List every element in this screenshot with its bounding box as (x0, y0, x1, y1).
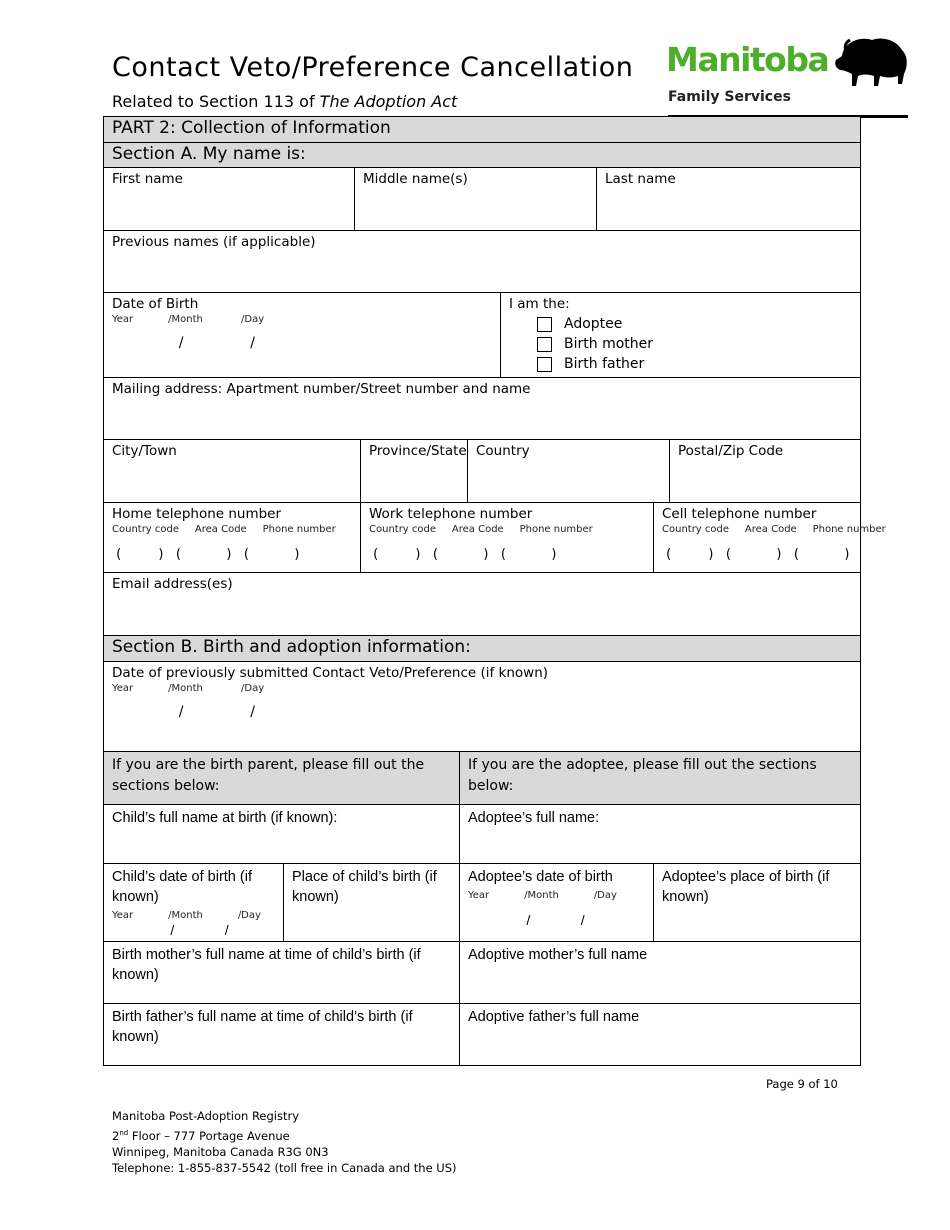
child-place-field[interactable] (284, 864, 460, 942)
checkbox-icon[interactable] (537, 357, 552, 372)
work-phone-hint: Country code Area Code Phone number (369, 524, 593, 535)
postal-code-field[interactable] (670, 440, 861, 503)
previous-veto-date-field[interactable] (104, 662, 861, 752)
logo-wordmark: Manitoba (666, 40, 829, 79)
birth-mother-name-field[interactable] (104, 942, 460, 1004)
child-dob-slashes: / / (112, 922, 229, 938)
adoptive-mother-name-field[interactable] (460, 942, 861, 1004)
dob-label: Date of Birth (112, 296, 199, 312)
adoptee-dob-label: Adoptee’s date of birth (468, 869, 613, 885)
child-dob-field[interactable] (104, 864, 284, 942)
adoptive-father-name-label: Adoptive father’s full name (468, 1009, 640, 1025)
cell-phone-parens: ( ) ( ) ( ) (662, 547, 850, 562)
cell-phone-label: Cell telephone number (662, 506, 817, 522)
mailing-address-field[interactable] (104, 378, 861, 440)
adoptive-father-name-field[interactable] (460, 1004, 861, 1066)
last-name-label: Last name (605, 171, 676, 187)
birth-father-checkbox[interactable] (537, 354, 852, 374)
city-label: City/Town (112, 443, 177, 459)
footer-line-2 (112, 1125, 457, 1144)
street-address: Floor – 777 Portage Avenue (128, 1128, 290, 1143)
birth-parent-header: If you are the birth parent, please fill out the sections below: (104, 752, 460, 805)
floor-number: 2 (112, 1128, 120, 1143)
role-field (501, 293, 861, 378)
floor-suffix: nd (119, 1128, 129, 1137)
home-phone-hint: Country code Area Code Phone number (112, 524, 336, 535)
dob-hint: Year /Month /Day (112, 314, 265, 325)
form-subtitle (112, 92, 457, 111)
adoptee-name-label: Adoptee’s full name: (468, 810, 600, 826)
province-field[interactable] (361, 440, 468, 503)
section-b-heading: Section B. Birth and adoption information: (104, 636, 861, 662)
city-field[interactable] (104, 440, 361, 503)
birth-mother-name-label: Birth mother’s full name at time of child’s birth (if known) (112, 947, 421, 983)
postal-code-label: Postal/Zip Code (678, 443, 784, 459)
email-field[interactable] (104, 573, 861, 636)
country-field[interactable] (468, 440, 670, 503)
subtitle-act: The Adoption Act (319, 92, 458, 111)
footer-line-3: Winnipeg, Manitoba Canada R3G 0N3 (112, 1144, 329, 1159)
page-number: Page 9 of 10 (766, 1077, 838, 1091)
adoptee-name-field[interactable] (460, 805, 861, 864)
role-label: I am the: (509, 296, 570, 312)
logo-subtitle: Family Services (668, 89, 791, 105)
work-phone-field[interactable] (361, 503, 654, 573)
birth-father-name-label: Birth father’s full name at time of child’s birth (if known) (112, 1009, 413, 1045)
adoptee-checkbox[interactable] (537, 314, 852, 334)
email-label: Email address(es) (112, 576, 233, 592)
birth-mother-checkbox[interactable] (537, 334, 852, 354)
birth-father-name-field[interactable] (104, 1004, 460, 1066)
collection-form (103, 116, 886, 1066)
adoptee-dob-field[interactable] (460, 864, 654, 942)
previous-names-label: Previous names (if applicable) (112, 234, 316, 250)
form-title: Contact Veto/Preference Cancellation (112, 52, 634, 83)
middle-name-field[interactable] (355, 168, 597, 231)
footer-line-1: Manitoba Post-Adoption Registry (112, 1109, 300, 1123)
adoptee-dob-slashes: / / (468, 912, 585, 928)
manitoba-logo (666, 34, 911, 114)
checkbox-icon[interactable] (537, 317, 552, 332)
first-name-label: First name (112, 171, 183, 187)
birth-father-label: Birth father (564, 356, 645, 372)
work-phone-parens: ( ) ( ) ( ) (369, 547, 557, 562)
middle-name-label: Middle name(s) (363, 171, 468, 187)
dob-slashes: / / (112, 335, 255, 351)
child-name-field[interactable] (104, 805, 460, 864)
last-name-field[interactable] (597, 168, 861, 231)
adoptee-place-field[interactable] (654, 864, 861, 942)
home-phone-parens: ( ) ( ) ( ) (112, 547, 300, 562)
work-phone-label: Work telephone number (369, 506, 533, 522)
previous-veto-label: Date of previously submitted Contact Veto/Preference (if known) (112, 665, 549, 681)
adoptive-mother-name-label: Adoptive mother’s full name (468, 947, 648, 963)
previous-names-field[interactable] (104, 231, 861, 293)
checkbox-icon[interactable] (537, 337, 552, 352)
previous-veto-hint: Year /Month /Day (112, 683, 265, 694)
first-name-field[interactable] (104, 168, 355, 231)
footer-line-4: Telephone: 1-855-837-5542 (toll free in Canada and the US) (112, 1161, 457, 1176)
previous-veto-slashes: / / (112, 704, 255, 720)
subtitle-prefix: Related to Section 113 of (112, 92, 315, 111)
child-place-label: Place of child’s birth (if known) (292, 869, 437, 905)
home-phone-label: Home telephone number (112, 506, 282, 522)
part-heading: PART 2: Collection of Information (104, 117, 861, 143)
adoptee-place-label: Adoptee’s place of birth (if known) (662, 869, 830, 905)
child-name-label: Child’s full name at birth (if known): (112, 810, 338, 826)
country-label: Country (476, 443, 530, 459)
adoptee-dob-hint: Year /Month /Day (468, 890, 617, 901)
footer-address (112, 1108, 457, 1177)
child-dob-label: Child’s date of birth (if known) (112, 869, 252, 905)
cell-phone-field[interactable] (654, 503, 886, 573)
dob-field[interactable] (104, 293, 501, 378)
birth-mother-label: Birth mother (564, 336, 653, 352)
mailing-address-label: Mailing address: Apartment number/Street number and name (112, 381, 531, 397)
home-phone-field[interactable] (104, 503, 361, 573)
section-a-heading: Section A. My name is: (104, 143, 861, 168)
child-dob-hint: Year /Month /Day (112, 910, 261, 921)
adoptee-label: Adoptee (564, 316, 623, 332)
adoptee-header: If you are the adoptee, please fill out the sections below: (460, 752, 861, 805)
cell-phone-hint: Country code Area Code Phone number (662, 524, 886, 535)
province-label: Province/State (369, 443, 467, 459)
bison-icon (832, 34, 912, 90)
